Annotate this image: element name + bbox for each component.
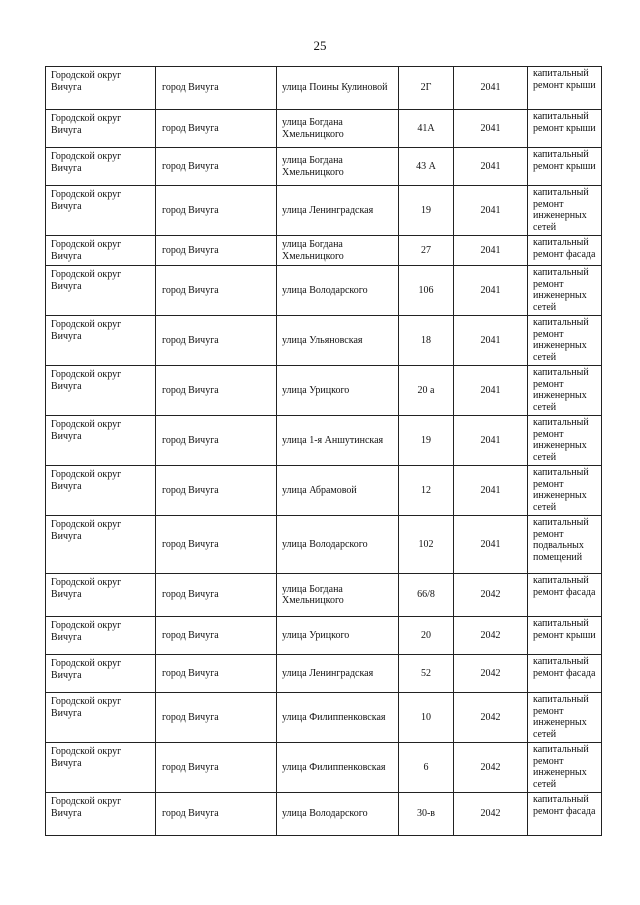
house-number-cell: 66/8 [399,574,454,617]
district-cell: Городской округ Вичуга [46,516,156,574]
year-cell: 2042 [454,617,528,655]
repair-schedule-table [45,66,602,836]
table-row [46,266,602,316]
table-row [46,466,602,516]
district-cell: Городской округ Вичуга [46,574,156,617]
city-cell: город Вичуга [156,574,277,617]
district-cell: Городской округ Вичуга [46,655,156,693]
house-number-cell: 19 [399,186,454,236]
year-cell: 2041 [454,67,528,110]
house-number-cell: 41А [399,110,454,148]
year-cell: 2041 [454,316,528,366]
table-row [46,316,602,366]
work-type-cell: капитальный ремонт фасада [528,655,602,693]
work-type-cell: капитальный ремонт крыши [528,67,602,110]
house-number-cell: 19 [399,416,454,466]
city-cell: город Вичуга [156,110,277,148]
street-cell: улица Ленинградская [277,186,399,236]
district-cell: Городской округ Вичуга [46,366,156,416]
year-cell: 2042 [454,655,528,693]
work-type-cell: капитальный ремонт инженерных сетей [528,416,602,466]
year-cell: 2041 [454,236,528,266]
year-cell: 2041 [454,466,528,516]
table-row [46,693,602,743]
work-type-cell: капитальный ремонт инженерных сетей [528,266,602,316]
year-cell: 2041 [454,148,528,186]
city-cell: город Вичуга [156,266,277,316]
district-cell: Городской округ Вичуга [46,236,156,266]
work-type-cell: капитальный ремонт фасада [528,236,602,266]
city-cell: город Вичуга [156,516,277,574]
year-cell: 2041 [454,266,528,316]
house-number-cell: 52 [399,655,454,693]
city-cell: город Вичуга [156,148,277,186]
street-cell: улица Урицкого [277,617,399,655]
year-cell: 2041 [454,516,528,574]
table-row [46,793,602,836]
table-row [46,236,602,266]
table-row [46,67,602,110]
house-number-cell: 12 [399,466,454,516]
work-type-cell: капитальный ремонт крыши [528,617,602,655]
street-cell: улица Филиппенковская [277,743,399,793]
house-number-cell: 30-в [399,793,454,836]
work-type-cell: капитальный ремонт крыши [528,148,602,186]
house-number-cell: 2Г [399,67,454,110]
work-type-cell: капитальный ремонт инженерных сетей [528,186,602,236]
table-row [46,617,602,655]
table-row [46,416,602,466]
year-cell: 2042 [454,574,528,617]
table-row [46,574,602,617]
street-cell: улица Ульяновская [277,316,399,366]
page-number: 25 [313,38,327,53]
district-cell: Городской округ Вичуга [46,693,156,743]
city-cell: город Вичуга [156,416,277,466]
year-cell: 2041 [454,366,528,416]
district-cell: Городской округ Вичуга [46,110,156,148]
year-cell: 2042 [454,793,528,836]
house-number-cell: 20 а [399,366,454,416]
street-cell: улица Володарского [277,793,399,836]
house-number-cell: 6 [399,743,454,793]
year-cell: 2042 [454,743,528,793]
city-cell: город Вичуга [156,236,277,266]
street-cell: улица Абрамовой [277,466,399,516]
work-type-cell: капитальный ремонт инженерных сетей [528,316,602,366]
work-type-cell: капитальный ремонт фасада [528,574,602,617]
house-number-cell: 10 [399,693,454,743]
table-row [46,366,602,416]
city-cell: город Вичуга [156,67,277,110]
city-cell: город Вичуга [156,793,277,836]
district-cell: Городской округ Вичуга [46,316,156,366]
city-cell: город Вичуга [156,617,277,655]
work-type-cell: капитальный ремонт подвальных помещений [528,516,602,574]
city-cell: город Вичуга [156,366,277,416]
house-number-cell: 43 А [399,148,454,186]
street-cell: улица Филиппенковская [277,693,399,743]
city-cell: город Вичуга [156,466,277,516]
street-cell: улица Володарского [277,516,399,574]
city-cell: город Вичуга [156,693,277,743]
street-cell: улица Богдана Хмельницкого [277,574,399,617]
street-cell: улица Богдана Хмельницкого [277,236,399,266]
district-cell: Городской округ Вичуга [46,466,156,516]
house-number-cell: 102 [399,516,454,574]
work-type-cell: капитальный ремонт инженерных сетей [528,366,602,416]
work-type-cell: капитальный ремонт инженерных сетей [528,466,602,516]
work-type-cell: капитальный ремонт крыши [528,110,602,148]
year-cell: 2041 [454,416,528,466]
table-row [46,148,602,186]
street-cell: улица 1-я Аншутинская [277,416,399,466]
district-cell: Городской округ Вичуга [46,186,156,236]
house-number-cell: 27 [399,236,454,266]
street-cell: улица Ленинградская [277,655,399,693]
work-type-cell: капитальный ремонт фасада [528,793,602,836]
street-cell: улица Володарского [277,266,399,316]
district-cell: Городской округ Вичуга [46,793,156,836]
district-cell: Городской округ Вичуга [46,617,156,655]
table-row [46,110,602,148]
house-number-cell: 18 [399,316,454,366]
year-cell: 2041 [454,110,528,148]
house-number-cell: 20 [399,617,454,655]
city-cell: город Вичуга [156,743,277,793]
district-cell: Городской округ Вичуга [46,743,156,793]
year-cell: 2042 [454,693,528,743]
street-cell: улица Поины Кулиновой [277,67,399,110]
year-cell: 2041 [454,186,528,236]
work-type-cell: капитальный ремонт инженерных сетей [528,693,602,743]
house-number-cell: 106 [399,266,454,316]
table-row [46,516,602,574]
district-cell: Городской округ Вичуга [46,416,156,466]
street-cell: улица Богдана Хмельницкого [277,110,399,148]
district-cell: Городской округ Вичуга [46,67,156,110]
table-row [46,186,602,236]
street-cell: улица Урицкого [277,366,399,416]
district-cell: Городской округ Вичуга [46,148,156,186]
city-cell: город Вичуга [156,186,277,236]
work-type-cell: капитальный ремонт инженерных сетей [528,743,602,793]
city-cell: город Вичуга [156,316,277,366]
table-row [46,743,602,793]
table-row [46,655,602,693]
district-cell: Городской округ Вичуга [46,266,156,316]
city-cell: город Вичуга [156,655,277,693]
street-cell: улица Богдана Хмельницкого [277,148,399,186]
